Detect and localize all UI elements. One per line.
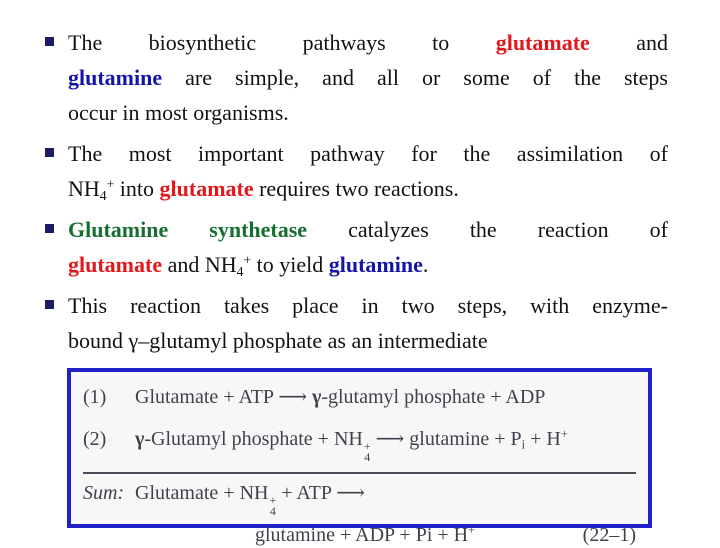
equation-number-label: (1)	[83, 386, 107, 408]
sum-row	[83, 480, 636, 518]
bullet-text: The biosynthetic pathways to glutamate and glutamine are simple, and all or some of the steps occur in most organisms.	[68, 30, 668, 125]
bullet-item-synthetase	[45, 212, 668, 282]
sum-row-continued	[83, 522, 636, 548]
bullet-item-pathways	[45, 25, 668, 130]
sum-label: Sum:	[83, 481, 125, 504]
bullet-square-icon	[45, 37, 54, 46]
bullet-item-assimilation	[45, 136, 668, 206]
sum-content-line1: Glutamate + NH + 4 + ATP ⟶	[135, 481, 365, 519]
sum-divider-line	[83, 472, 636, 474]
bullet-square-icon	[45, 300, 54, 309]
equation-content: γ-Glutamyl phosphate + NH + 4 ⟶ glutamine + $P_i + H^+$	[135, 427, 568, 465]
equation-box	[67, 368, 652, 546]
bullet-text: Glutamine synthetase catalyzes the reaction of glutamate and $NH_4^+$ to yield glutamine.	[68, 217, 668, 279]
sum-content-line2: glutamine + ADP + Pi + H+	[255, 522, 476, 546]
equation-row-2	[83, 426, 636, 464]
bullet-item-two-steps	[45, 288, 668, 358]
equation-row-1	[83, 384, 636, 410]
bullet-text: This reaction takes place in two steps, with enzyme- bound γ–glutamyl phosphate as an intermediate	[68, 293, 668, 353]
bullet-square-icon	[45, 224, 54, 233]
bullet-text: The most important pathway for the assimilation of $NH_4^+$ into glutamate requires two reactions.	[68, 141, 668, 203]
equation-reference-number: (22–1)	[582, 523, 636, 546]
equation-number-label: (2)	[83, 428, 107, 450]
bullet-square-icon	[45, 148, 54, 157]
equation-content: Glutamate + ATP ⟶ γ-glutamyl phosphate + ADP	[135, 386, 546, 408]
